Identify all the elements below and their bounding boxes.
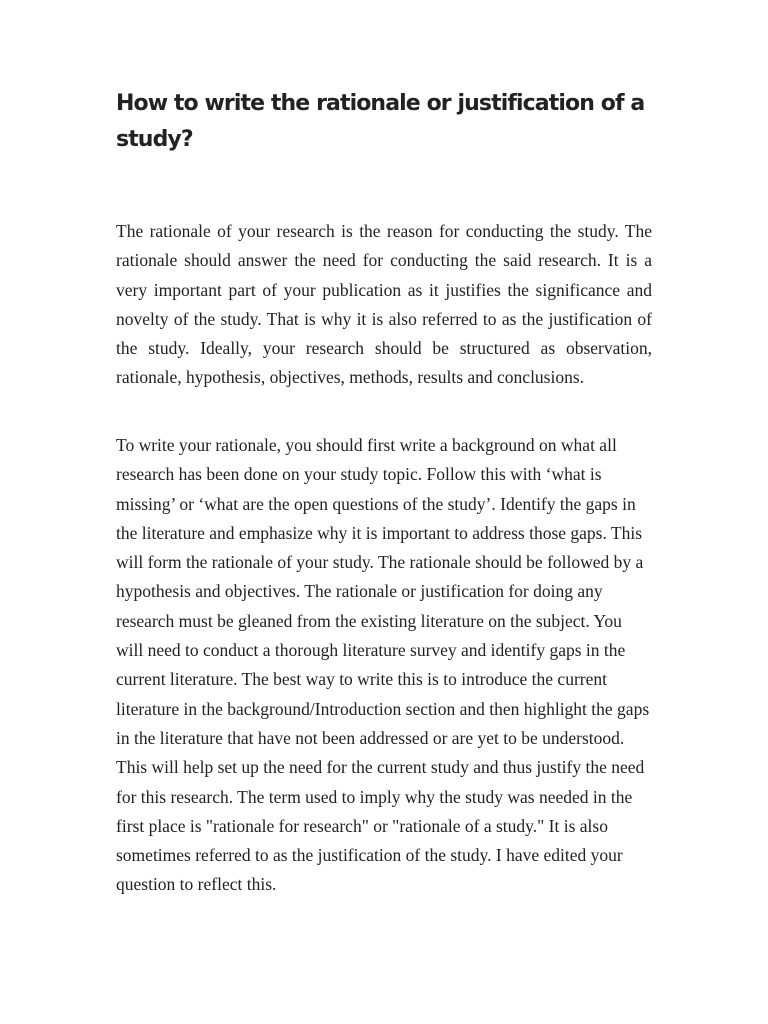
article xyxy=(116,0,652,1024)
article-paragraph-2: To write your rationale, you should first write a background on what all research has been done on your study topic. Follow this with ‘what is missing’ or ‘what are the open questions of the study’. Identify the gaps in the literature and emphasize why it is important to address those gaps. This will form the rationale of your study. The rationale should be followed by a hypothesis and objectives. The rationale or justification for doing any research must be gleaned from the existing literature on the subject. You will need to conduct a thorough literature survey and identify gaps in the current literature. The best way to write this is to introduce the current literature in the background/Introduction section and then highlight the gaps in the literature that have not been addressed or are yet to be understood. This will help set up the need for the current study and thus justify the need for this research. The term used to imply why the study was needed in the first place is "rationale for research" or "rationale of a study." It is also sometimes referred to as the justification of the study. I have edited your question to reflect this. xyxy=(116,435,650,895)
article-paragraph-1: The rationale of your research is the reason for conducting the study. The rationale should answer the need for conducting the said research. It is a very important part of your publication as it justifies the significance and novelty of the study. That is why it is also referred to as the justification of the study. Ideally, your research should be structured as observation, rationale, hypothesis, objectives, methods, results and conclusions. xyxy=(116,221,652,388)
article-title: How to write the rationale or justification of a study? xyxy=(116,91,645,152)
